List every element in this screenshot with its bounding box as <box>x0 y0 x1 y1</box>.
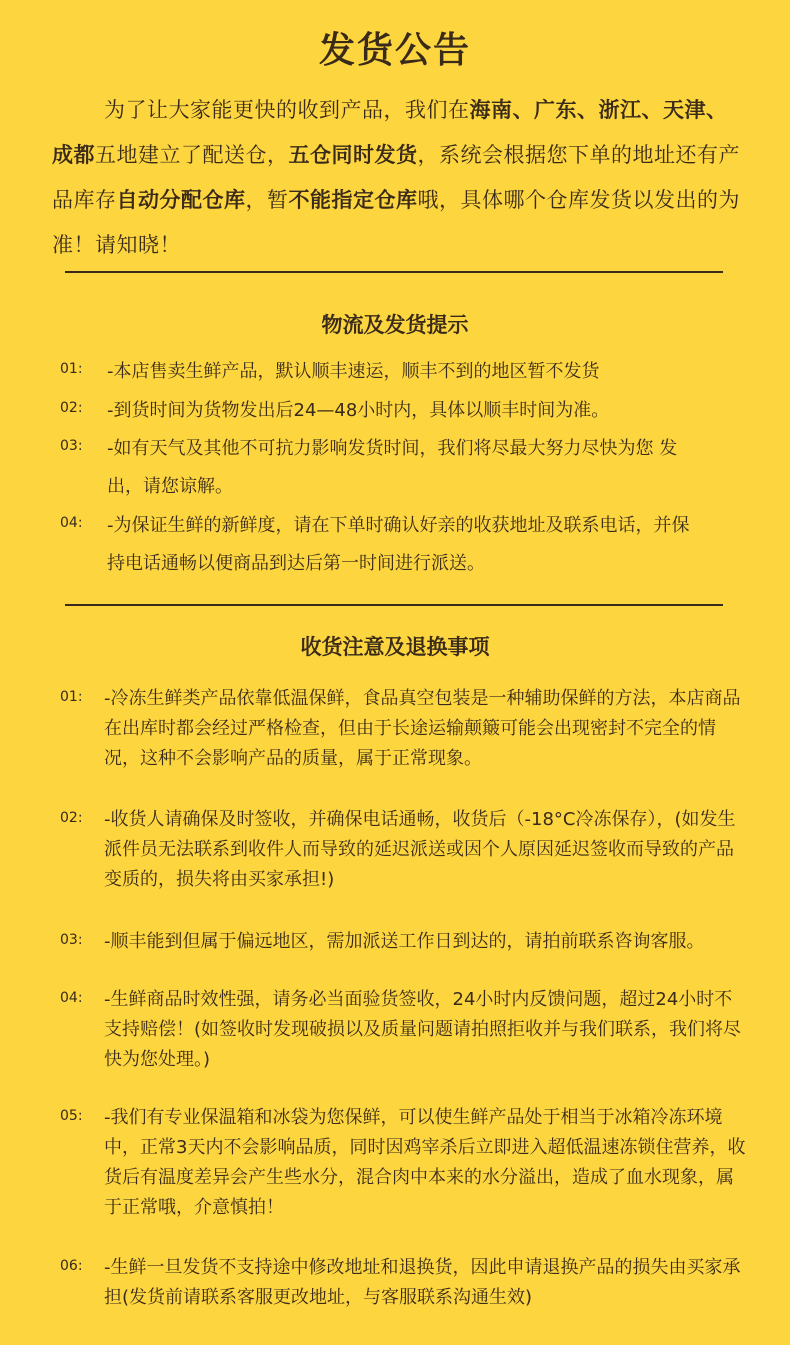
item-number: 05: <box>60 1108 83 1124</box>
item-text: -到货时间为货物发出后24—48小时内，具体以顺丰时间为准。 <box>107 400 610 421</box>
item-text: -生鲜商品时效性强，请务必当面验货签收，24小时内反馈问题，超过24小时不支持赔偿！(如签收时发现破损以及质量问题请拍照拒收并与我们联系，我们将尽快为您处理。) <box>104 989 742 1070</box>
item-text: -冷冻生鲜类产品依靠低温保鲜，食品真空包装是一种辅助保鲜的方法，本店商品在出库时都会经过严格检查，但由于长途运输颠簸可能会出现密封不完全的情况，这种不会影响产品的质量，属于正常现象。 <box>104 688 741 769</box>
item-number: 06: <box>60 1258 83 1274</box>
page-title: 发货公告 <box>318 30 471 71</box>
item-number: 04: <box>60 515 83 531</box>
item-number: 03: <box>60 932 83 948</box>
item-text: -为保证生鲜的新鲜度，请在下单时确认好亲的收获地址及联系电话，并保持电话通畅以便商品到达后第一时间进行派送。 <box>107 515 690 574</box>
item-number: 03: <box>60 438 83 454</box>
item-number: 02: <box>60 400 83 416</box>
item-text: -顺丰能到但属于偏远地区，需加派送工作日到达的，请拍前联系咨询客服。 <box>104 931 705 952</box>
item-number: 04: <box>60 990 83 1006</box>
section-title-returns: 收货注意及退换事项 <box>300 635 490 659</box>
divider <box>65 271 723 273</box>
item-text: -我们有专业保温箱和冰袋为您保鲜，可以使生鲜产品处于相当于冰箱冷冻环境中，正常3天内不会影响品质，同时因鸡宰杀后立即进入超低温速冻锁住营养，收货后有温度差异会产生些水分，混合肉中本来的水分溢出，造成了血水现象，属于正常哦，介意慎拍！ <box>104 1107 746 1218</box>
section-title-logistics: 物流及发货提示 <box>321 313 469 337</box>
item-text: -本店售卖生鲜产品，默认顺丰速运，顺丰不到的地区暂不发货 <box>107 361 600 382</box>
item-text: -收货人请确保及时签收，并确保电话通畅，收货后（-18°C冷冻保存），(如发生派件员无法联系到收件人而导致的延迟派送或因个人原因延迟签收而导致的产品变质的，损失将由买家承担!) <box>104 809 736 890</box>
item-text: -生鲜一旦发货不支持途中修改地址和退换货，因此申请退换产品的损失由买家承担(发货前请联系客服更改地址，与客服联系沟通生效) <box>104 1257 741 1308</box>
item-number: 02: <box>60 810 83 826</box>
divider <box>65 604 723 606</box>
item-text: -如有天气及其他不可抗力影响发货时间，我们将尽最大努力尽快为您 发出，请您谅解。 <box>107 438 678 497</box>
item-number: 01: <box>60 689 83 705</box>
item-number: 01: <box>60 361 83 377</box>
intro-paragraph: 为了让大家能更快的收到产品，我们在海南、广东、浙江、天津、成都五地建立了配送仓，五仓同时发货，系统会根据您下单的地址还有产品库存自动分配仓库，暂不能指定仓库哦，具体哪个仓库发货以发出的为准！请知晓！ <box>52 98 740 257</box>
